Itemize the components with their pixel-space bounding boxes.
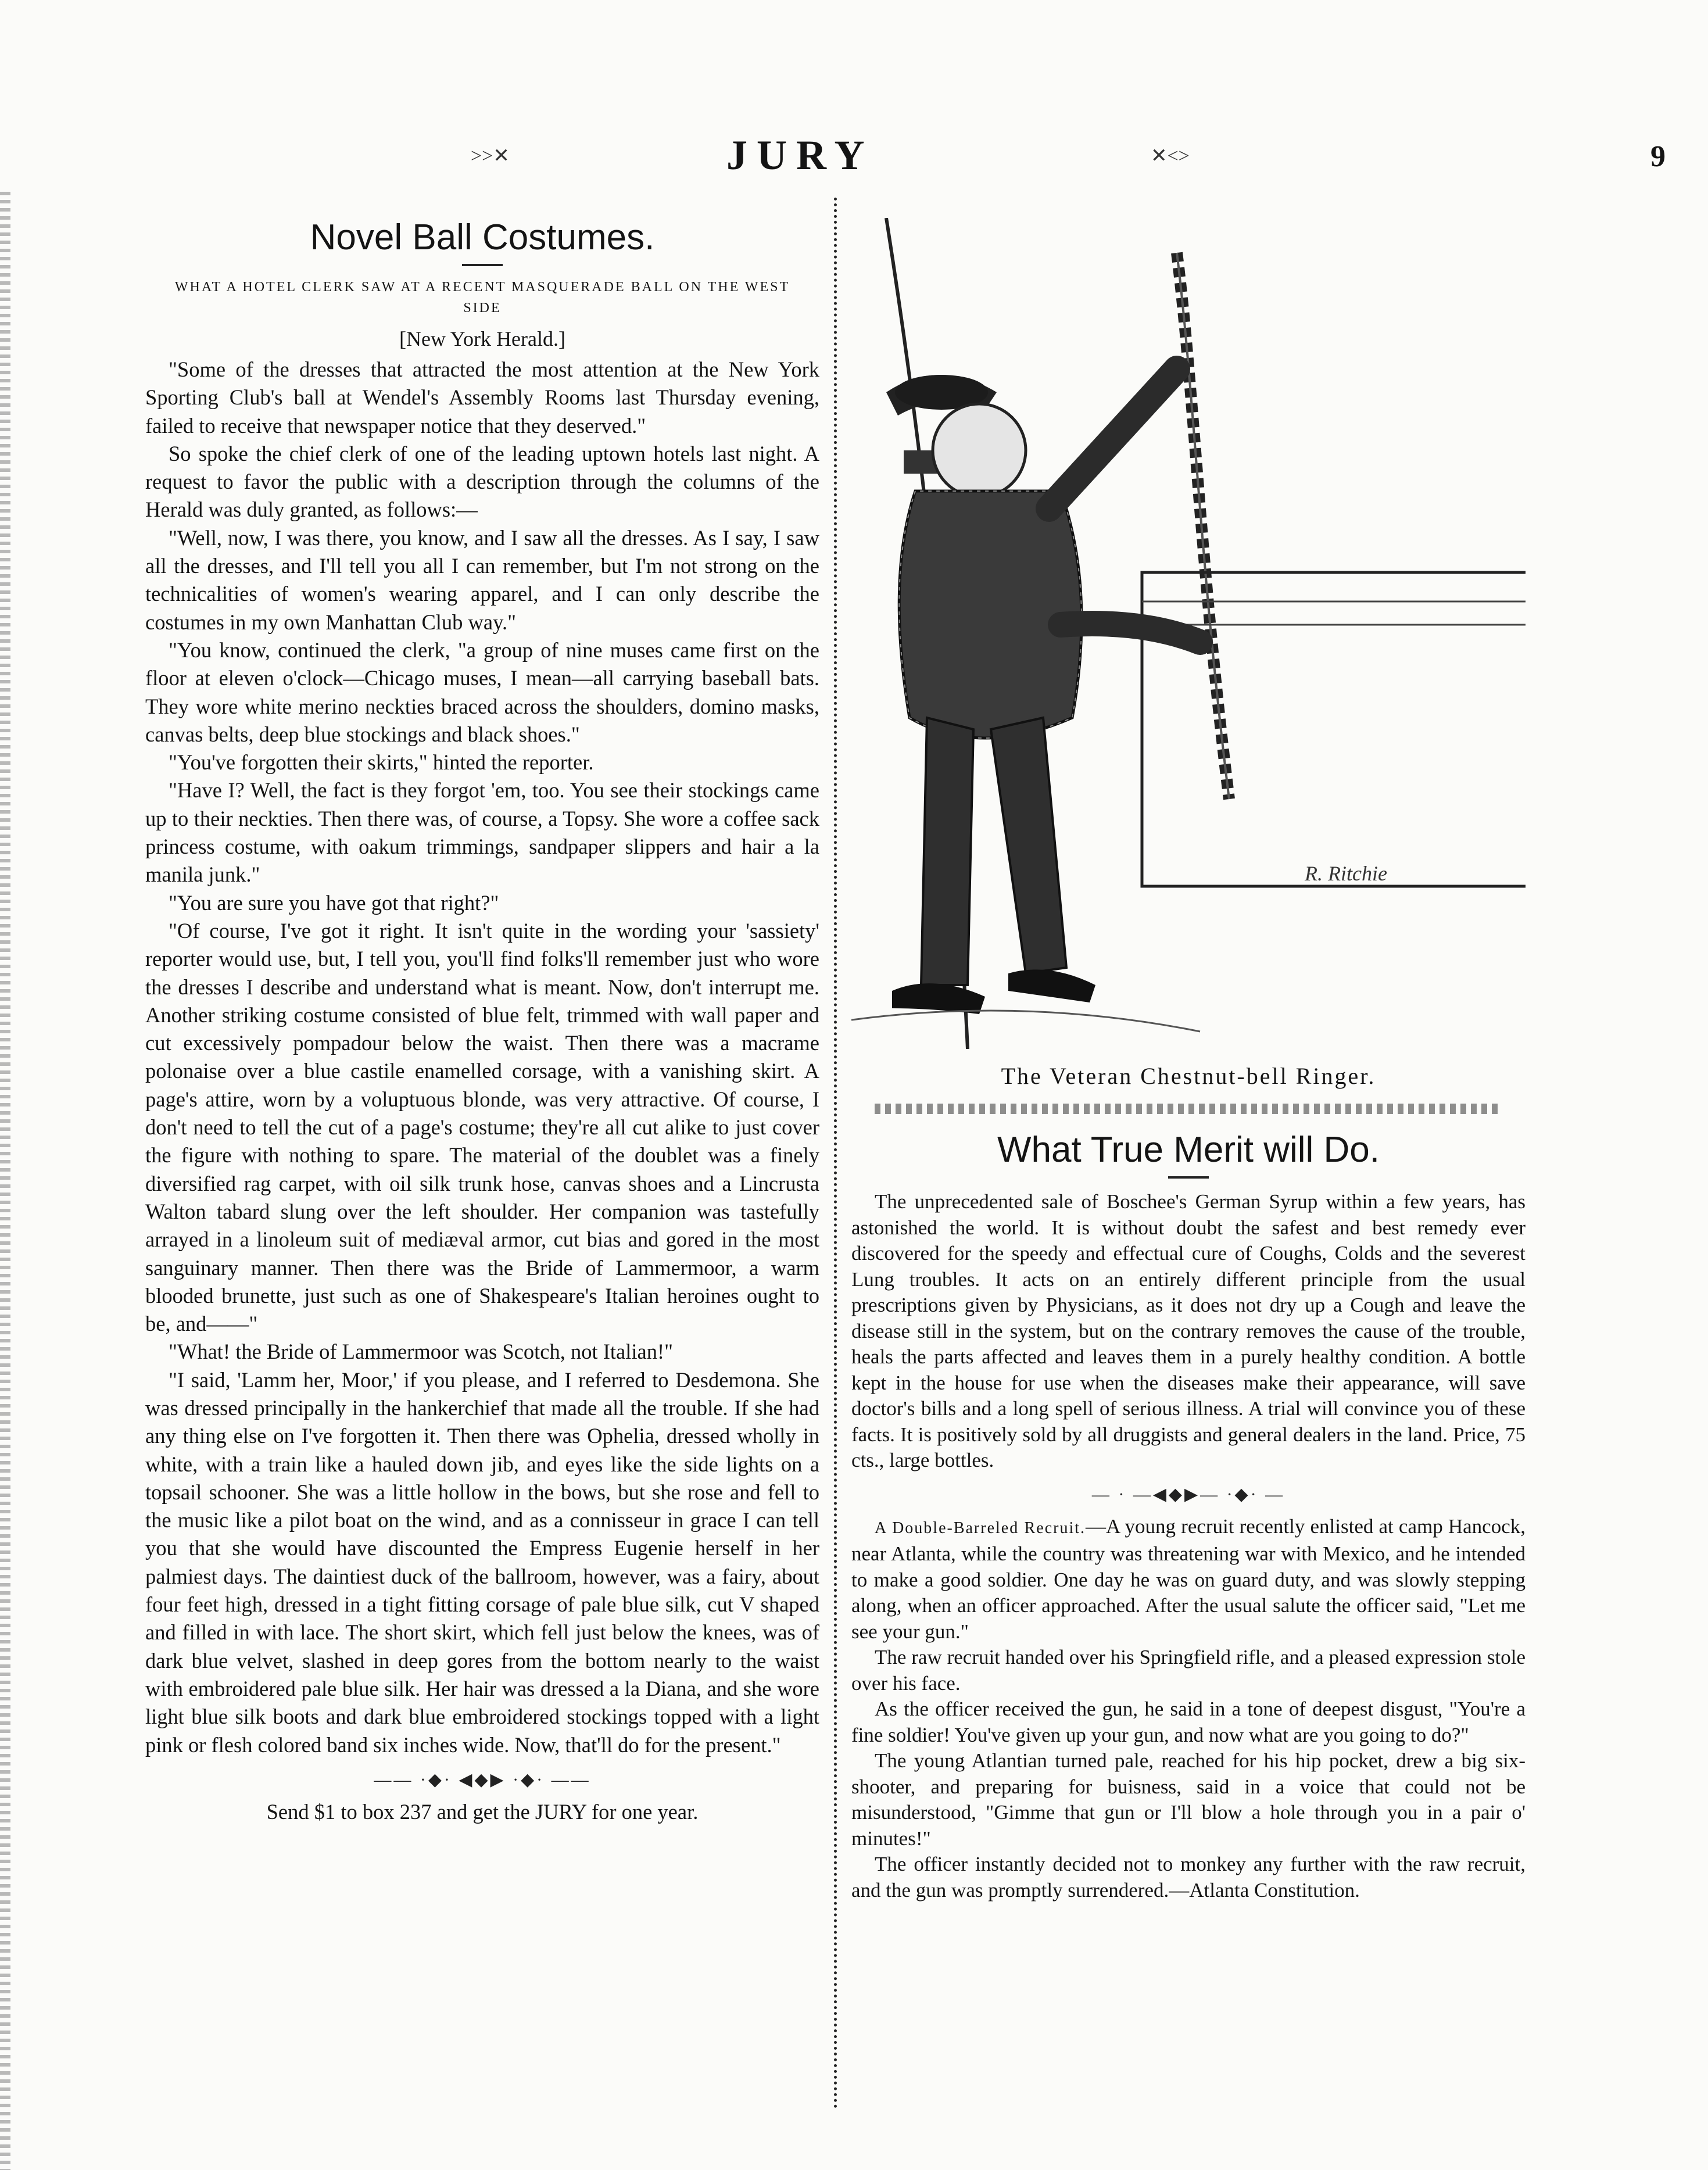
article-paragraph: "You've forgotten their skirts," hinted the reporter. [169,750,594,775]
illustration [851,218,1526,1049]
scan-edge [0,192,10,2170]
article-paragraph: "What! the Bride of Lammermoor was Scotch, not Italian!" [169,1340,674,1364]
masthead [0,131,1708,184]
advertisement-paragraph: The unprecedented sale of Boschee's German Syrup within a few years, has astonished the world. It is without doubt the safest and best remedy ever discovered for the speedy and effectual cure of Coughs, Colds and the severest Lung troubles. It acts on an entirely different principle from the usual prescriptions given by Physicians, as it does not dry up a Cough and leave the disease still in the system, but on the contrary removes the cause of the trouble, heals the parts affected and leaves them in a purely healthy condition. A bottle kept in the house for use when the diseases make their appearance, will save doctor's bills and a long spell of serious illness. A trial will convince you of these facts. It is positively sold by all druggists and general dealers in the land. Price, 75 cts., large bottles. [851,1190,1526,1471]
masthead-ornament-right: ✕<> [1151,145,1190,167]
article-paragraph: "You know, continued the clerk, "a group of nine muses came first on the floor at eleven o'clock—Chicago muses, I mean—all carrying baseball bats. They wore white merino neckties braced across the shoulders, domino masks, canvas belts, deep blue stockings and black shoes." [145,638,819,746]
left-column [145,206,819,1824]
section-divider [875,1104,1502,1114]
ornamental-rule: — · —◀◆▶— ·◆· — [1091,1484,1286,1504]
anecdote-paragraph: The raw recruit handed over his Springfield rifle, and a pleased expression stole over his face. [851,1646,1526,1695]
article-paragraph: "Well, now, I was there, you know, and I saw all the dresses. As I say, I saw all the dresses, and I'll tell you all I can remember, but I'm not strong on the technicalities of women's wearing apparel, and I can only describe the costumes in my own Manhattan Club way." [145,525,819,634]
column-divider [834,198,837,2110]
right-column [851,206,1526,1903]
article-paragraph: "I said, 'Lamm her, Moor,' if you please, and I referred to Desdemona. She was dressed principally in the hankerchief that made all the trouble. If she had any thing else on I've forgotten it. Then there was Ophelia, dressed wholly in white, with a train like a hauled down jib, and eyes like the side lights on a topsail schooner. She was a little hollow in the bows, but she rose and fell to the music like a pilot boat on the wind, and as a connisseur in grace I can tell you that she would have discounted the Empress Eugenie herself in her palmiest days. The daintiest duck of the ballroom, however, was a fairy, about four feet high, dressed in a tight fitting corsage of pale blue silk, cut V shaped and filled in with lace. The short skirt, which fell just below the knees, was of dark blue velvet, slashed in deep gores from the bottom nearly to the waist with embroidered pale blue silk. Her hair was dressed a la Diana, and she wore light blue silk boots and dark blue embroidered stockings topped with a light pink or flesh colored band six inches wide. Now, that'll do for the present." [145,1367,819,1757]
anecdote-paragraph: The young Atlantian turned pale, reached for his hip pocket, drew a big six-shooter, and preparing for buisness, said in a voice that could not be misunderstood, "Gimme that gun or I'll blow a hole through you in a pair o' minutes!" [851,1749,1526,1850]
masthead-ornament-left: >>✕ [471,145,510,167]
anecdote-heading: A Double-Barreled Recruit. [875,1519,1086,1537]
headline-rule [1168,1176,1209,1179]
article-deck: WHAT A HOTEL CLERK SAW AT A RECENT MASQUERADE BALL ON THE WEST SIDE [174,280,790,316]
article-paragraph: "Of course, I've got it right. It isn't quite in the wording your 'sassiety' reporter would use, but, I tell you, you'll find folks'll remember just who wore the dresses I describe and understand what is meant. Now, don't interrupt me. Another striking costume consisted of blue felt, trimmed with wall paper and cut excessively pompadour below the waist. Then there was a macrame polonaise over a blue castile enamelled corsage, with a vanishing skirt. A page's attire, worn by a voluptuous blonde, was very attractive. Of course, I don't need to tell the cut of a page's costume; they're all cut alike to just cover the figure with nothing to spare. The material of the doublet was a finely diversified rag carpet, with oil silk trunk hose, canvas shoes and a Lincrusta Walton tabard slung over the left shoulder. Her companion was tastefully arrayed in a linoleum suit of mediæval armor, cut bias and gored in the most sanguinary manner. Then there was the Bride of Lammermoor, a warm blooded brunette, just such as one of Shakespeare's Italian heroines ought to be, and——" [145,918,819,1336]
masthead-title: JURY [726,132,874,178]
article-paragraph: "You are sure you have got that right?" [169,890,499,915]
article-paragraph: So spoke the chief clerk of one of the leading uptown hotels last night. A request to favor the public with a description through the columns of the Herald was duly granted, as follows:— [145,441,819,522]
illustration-caption: The Veteran Chestnut-bell Ringer. [1001,1063,1376,1089]
subscription-notice: Send $1 to box 237 and get the JURY for one year. [266,1799,699,1824]
ornamental-rule: —— ·◆· ◀◆▶ ·◆· —— [374,1770,591,1789]
article-paragraph: "Have I? Well, the fact is they forgot 'em, too. You see their stockings came up to their neckties. Then there was, of course, a Topsy. She wore a coffee sack princess costume, with oakum trimmings, sandpaper slippers and hair a la manila junk." [145,778,819,887]
article-source: [New York Herald.] [399,327,565,350]
article-headline: Novel Ball Costumes. [310,217,655,257]
illustration-signature: R. Ritchie [1305,862,1387,885]
anecdote-paragraph: As the officer received the gun, he said in a tone of deepest disgust, "You're a fine soldier! You've given up your gun, and now what are you going to do?" [851,1698,1526,1746]
anecdote-paragraph: —A young recruit recently enlisted at camp Hancock, near Atlanta, while the country was threatening war with Mexico, and he intended to make a good soldier. One day he was on guard duty, and was slowly stepping along, when an officer approached. After the usual salute the officer said, "Let me see your gun." [851,1514,1526,1643]
headline-rule [462,264,503,266]
anecdote-paragraph: The officer instantly decided not to monkey any further with the raw recruit, and the gun was promptly surrendered.—Atlanta Constitution. [851,1853,1526,1902]
page-number: 9 [1650,140,1666,173]
article-paragraph: "Some of the dresses that attracted the most attention at the New York Sporting Club's ball at Wendel's Assembly Rooms last Thursday evening, failed to receive that newspaper notice that they deserved." [145,357,819,438]
article-headline: What True Merit will Do. [997,1130,1380,1170]
